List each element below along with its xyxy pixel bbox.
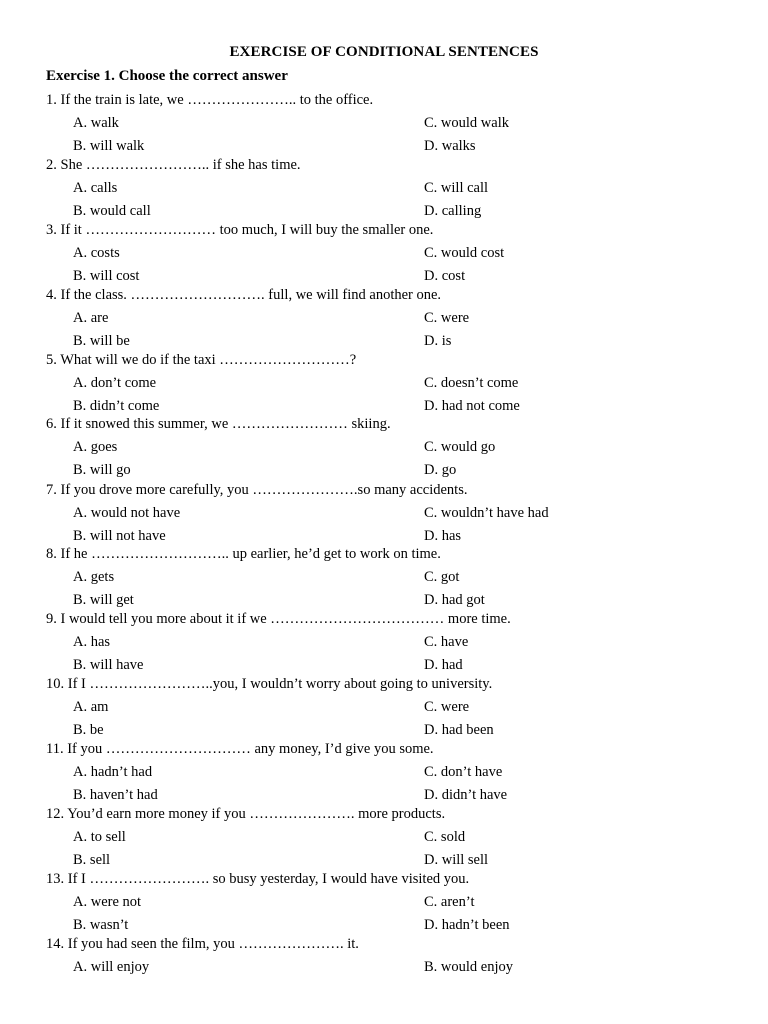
option-letter: A.: [73, 829, 88, 845]
option-letter: B.: [424, 959, 438, 975]
option-text: sell: [89, 852, 111, 868]
answer-option: [424, 437, 495, 457]
option-text: haven’t had: [89, 787, 158, 803]
answer-option: [73, 331, 130, 351]
answer-option: [424, 396, 520, 416]
answer-option: [424, 720, 494, 740]
option-text: would cost: [440, 245, 505, 261]
option-text: goes: [90, 439, 118, 455]
answer-option: [73, 762, 152, 782]
answer-option: [73, 590, 134, 610]
option-letter: C.: [424, 829, 438, 845]
option-text: are: [90, 310, 109, 326]
option-letter: A.: [73, 505, 88, 521]
option-text: don’t have: [440, 764, 503, 780]
option-text: wouldn’t have had: [440, 505, 549, 521]
option-letter: B.: [73, 203, 87, 219]
question-6: 6. If it snowed this summer, we …………………… skiing.: [46, 416, 391, 432]
option-letter: C.: [424, 115, 438, 131]
answer-option: [73, 503, 180, 523]
answer-option: [424, 373, 518, 393]
option-letter: C.: [424, 764, 438, 780]
option-letter: B.: [73, 268, 87, 284]
answer-option: [424, 957, 513, 977]
answer-option: [73, 720, 104, 740]
answer-option: [73, 437, 117, 457]
option-letter: B.: [73, 917, 87, 933]
option-letter: C.: [424, 505, 438, 521]
option-letter: C.: [424, 310, 438, 326]
option-letter: D.: [424, 528, 439, 544]
option-text: will go: [89, 462, 131, 478]
option-text: will not have: [89, 528, 166, 544]
option-text: didn’t come: [89, 398, 160, 414]
option-letter: A.: [73, 180, 88, 196]
option-text: walk: [90, 115, 119, 131]
option-letter: C.: [424, 569, 438, 585]
answer-option: [73, 567, 114, 587]
option-text: hadn’t had: [90, 764, 153, 780]
option-text: has: [441, 528, 462, 544]
answer-option: [73, 243, 120, 263]
option-text: didn’t have: [441, 787, 508, 803]
answer-option: [73, 655, 143, 675]
option-letter: A.: [73, 569, 88, 585]
option-text: would not have: [90, 505, 181, 521]
question-11: 11. If you ………………………… any money, I’d give you some.: [46, 741, 434, 757]
answer-option: [424, 785, 507, 805]
answer-option: [73, 178, 117, 198]
answer-option: [424, 136, 476, 156]
answer-option: [73, 460, 131, 480]
answer-option: [73, 915, 128, 935]
question-2: 2. She …………………….. if she has time.: [46, 157, 301, 173]
question-7: 7. If you drove more carefully, you ………………….so many accidents.: [46, 482, 468, 498]
option-letter: D.: [424, 917, 439, 933]
option-letter: B.: [73, 592, 87, 608]
option-text: will sell: [441, 852, 489, 868]
option-letter: C.: [424, 375, 438, 391]
option-letter: B.: [73, 462, 87, 478]
option-letter: A.: [73, 115, 88, 131]
option-text: had: [441, 657, 463, 673]
question-4: 4. If the class. ………………………. full, we will find another one.: [46, 287, 442, 303]
answer-option: [424, 308, 469, 328]
answer-option: [73, 396, 159, 416]
answer-option: [73, 957, 149, 977]
option-letter: B.: [73, 138, 87, 154]
option-text: would enjoy: [440, 959, 514, 975]
option-text: don’t come: [90, 375, 157, 391]
option-letter: B.: [73, 787, 87, 803]
option-letter: C.: [424, 894, 438, 910]
answer-option: [424, 915, 510, 935]
answer-option: [73, 308, 108, 328]
option-text: calling: [441, 203, 482, 219]
question-8: 8. If he ……………………….. up earlier, he’d get to work on time.: [46, 546, 441, 562]
option-letter: B.: [73, 333, 87, 349]
option-letter: D.: [424, 787, 439, 803]
answer-option: [424, 590, 485, 610]
answer-option: [424, 113, 509, 133]
page-title: EXERCISE OF CONDITIONAL SENTENCES: [229, 44, 539, 60]
option-letter: A.: [73, 439, 88, 455]
option-text: costs: [90, 245, 120, 261]
answer-option: [73, 697, 108, 717]
option-letter: A.: [73, 959, 88, 975]
option-letter: D.: [424, 138, 439, 154]
question-9: 9. I would tell you more about it if we ……………………………… more time.: [46, 611, 511, 627]
option-letter: D.: [424, 333, 439, 349]
option-text: would walk: [440, 115, 509, 131]
answer-option: [424, 503, 549, 523]
question-13: 13. If I ……………………. so busy yesterday, I would have visited you.: [46, 871, 470, 887]
option-text: sold: [440, 829, 466, 845]
answer-option: [424, 762, 502, 782]
answer-option: [424, 460, 456, 480]
option-letter: A.: [73, 245, 88, 261]
answer-option: [424, 243, 504, 263]
answer-option: [424, 178, 488, 198]
option-text: will call: [440, 180, 489, 196]
option-text: am: [90, 699, 109, 715]
option-text: have: [440, 634, 469, 650]
option-letter: B.: [73, 398, 87, 414]
answer-option: [73, 632, 110, 652]
option-text: calls: [90, 180, 118, 196]
option-text: doesn’t come: [440, 375, 519, 391]
option-letter: D.: [424, 592, 439, 608]
option-text: will be: [89, 333, 130, 349]
option-letter: D.: [424, 462, 439, 478]
option-text: will cost: [89, 268, 140, 284]
option-text: go: [441, 462, 457, 478]
option-text: will have: [89, 657, 144, 673]
exercise-heading: Exercise 1. Choose the correct answer: [46, 68, 288, 84]
option-letter: A.: [73, 894, 88, 910]
option-text: were: [440, 699, 470, 715]
option-text: aren’t: [440, 894, 475, 910]
option-text: to sell: [90, 829, 126, 845]
answer-option: [424, 331, 451, 351]
answer-option: [73, 266, 139, 286]
question-12: 12. You’d earn more money if you …………………. more products.: [46, 806, 446, 822]
question-1: 1. If the train is late, we ………………….. to the office.: [46, 92, 374, 108]
answer-option: [73, 526, 166, 546]
option-text: is: [441, 333, 452, 349]
answer-option: [73, 850, 110, 870]
question-5: 5. What will we do if the taxi ………………………?: [46, 352, 357, 368]
answer-option: [424, 827, 465, 847]
option-letter: D.: [424, 852, 439, 868]
answer-option: [424, 850, 488, 870]
option-letter: C.: [424, 699, 438, 715]
option-letter: A.: [73, 310, 88, 326]
answer-option: [424, 697, 469, 717]
option-text: got: [440, 569, 460, 585]
option-letter: C.: [424, 634, 438, 650]
option-text: will get: [89, 592, 134, 608]
answer-option: [73, 113, 119, 133]
option-text: had not come: [441, 398, 520, 414]
question-14: 14. If you had seen the film, you …………………. it.: [46, 936, 359, 952]
answer-option: [73, 136, 144, 156]
option-letter: A.: [73, 699, 88, 715]
option-letter: D.: [424, 268, 439, 284]
option-text: would go: [440, 439, 496, 455]
answer-option: [424, 266, 465, 286]
option-letter: D.: [424, 657, 439, 673]
option-text: had been: [441, 722, 494, 738]
option-letter: A.: [73, 764, 88, 780]
option-text: be: [89, 722, 104, 738]
answer-option: [424, 567, 459, 587]
answer-option: [73, 201, 151, 221]
option-text: will walk: [89, 138, 145, 154]
answer-option: [424, 201, 481, 221]
option-letter: D.: [424, 398, 439, 414]
option-text: will enjoy: [90, 959, 150, 975]
answer-option: [424, 632, 468, 652]
option-letter: B.: [73, 657, 87, 673]
option-text: would call: [89, 203, 151, 219]
answer-option: [73, 373, 156, 393]
option-letter: B.: [73, 722, 87, 738]
option-letter: D.: [424, 722, 439, 738]
answer-option: [424, 526, 461, 546]
option-letter: C.: [424, 180, 438, 196]
option-text: walks: [441, 138, 476, 154]
option-text: wasn’t: [89, 917, 129, 933]
option-text: had got: [441, 592, 485, 608]
option-text: were not: [90, 894, 142, 910]
option-letter: B.: [73, 528, 87, 544]
option-text: has: [90, 634, 111, 650]
answer-option: [424, 655, 463, 675]
option-text: cost: [441, 268, 466, 284]
option-letter: D.: [424, 203, 439, 219]
answer-option: [73, 785, 158, 805]
question-10: 10. If I ……………………..you, I wouldn’t worry about going to university.: [46, 676, 493, 692]
question-3: 3. If it ……………………… too much, I will buy the smaller one.: [46, 222, 434, 238]
answer-option: [73, 827, 126, 847]
option-letter: A.: [73, 634, 88, 650]
option-letter: A.: [73, 375, 88, 391]
option-text: gets: [90, 569, 115, 585]
option-text: were: [440, 310, 470, 326]
option-letter: C.: [424, 439, 438, 455]
option-letter: C.: [424, 245, 438, 261]
answer-option: [424, 892, 474, 912]
answer-option: [73, 892, 141, 912]
option-text: hadn’t been: [441, 917, 510, 933]
option-letter: B.: [73, 852, 87, 868]
